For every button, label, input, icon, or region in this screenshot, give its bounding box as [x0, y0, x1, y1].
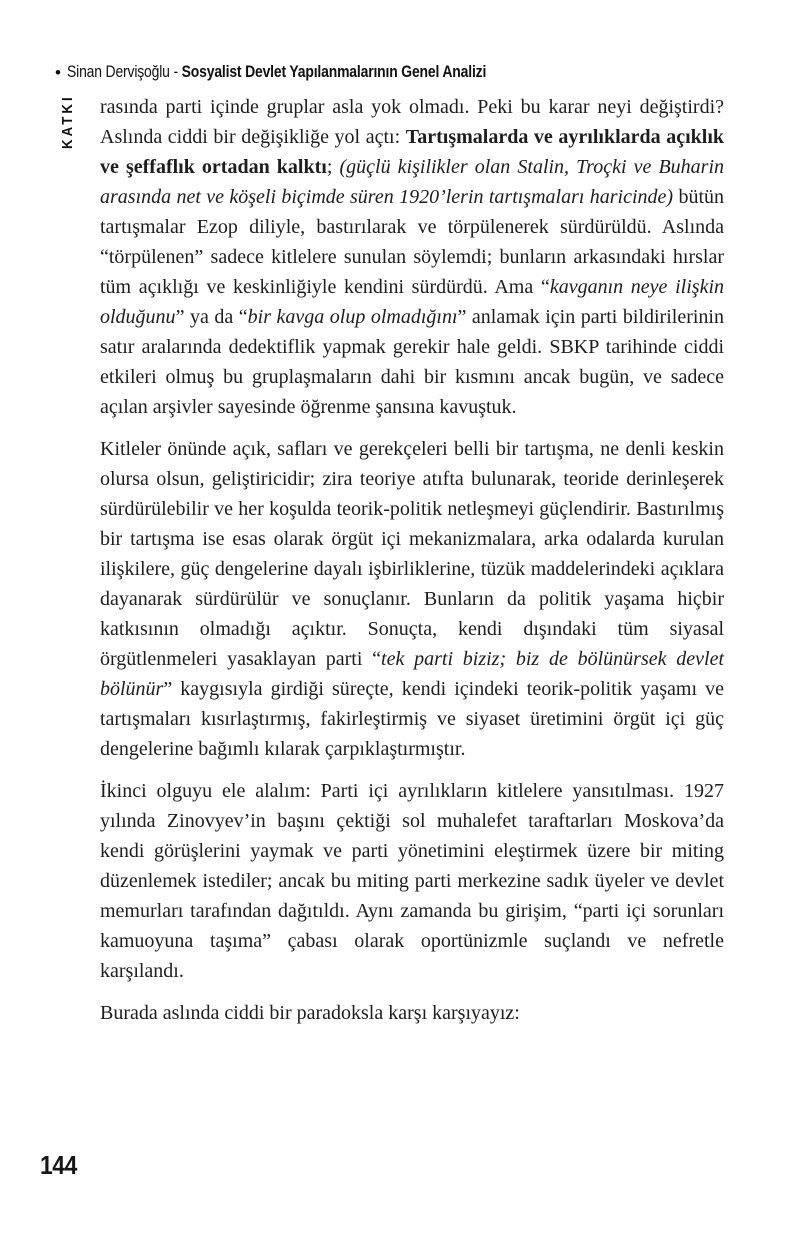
page-number: 144 — [40, 1150, 77, 1180]
header-text — [67, 62, 486, 82]
bullet-icon: • — [55, 62, 61, 82]
text-run-normal: rasında parti içinde gruplar asla yok olmadı. Peki bu karar neyi değiştirdi? Aslında ciddi bir değişikliğe yol açtı: — [100, 96, 724, 148]
margin-label-katki: KATKI — [59, 94, 76, 149]
text-run-normal: Burada aslında ciddi bir paradoksla karşı karşıyayız: — [100, 1002, 520, 1024]
text-run-normal: ” kaygısıyla girdiği süreçte, kendi içindeki teorik-politik yaşamı ve tartışmaları kısırlaştırmış, fakirleştirmiş ve siyaset üretimini örgüt içi güç dengelerine bağımlı kılarak çarpıklaştırmıştır. — [100, 678, 724, 760]
text-run-normal: ” ya da “ — [175, 306, 248, 328]
text-run-normal: Kitleler önünde açık, safları ve gerekçeleri belli bir tartışma, ne denli keskin olursa olsun, geliştiricidir; zira teoriye atıfta bulunarak, teoride derinleşerek sürdürülebilir ve her koşulda teorik-politik netleşmeyi güçlendirir. Bastırılmış bir tartışma ise esas olarak örgüt içi mekanizmalara, arka odalarda kurulan ilişkilere, güç dengelerine dayalı işbirliklerine, tüzük maddelerindeki açıklara dayanarak sürdürülür ve sonuçlanır. Bunların da politik yaşama hiçbir katkısının olmadığı açıktır. Sonuçta, kendi dışındaki tüm siyasal örgütlenmeleri yasaklayan parti “ — [100, 438, 724, 670]
paragraph — [100, 998, 724, 1028]
paragraph — [100, 92, 724, 422]
text-run-italic: (güçlü kişilikler olan Stalin, Troçki ve Buharin arasında net ve köşeli biçimde süren 1920’lerin tartışmaları haricinde) — [100, 156, 725, 208]
text-run-normal: bütün tartışmalar Ezop diliyle, bastırılarak ve törpülenerek sürdürüldü. Aslında “törpülenen” sadece kitlelere sunulan söylemdi; bunların arkasındaki hırslar tüm açıklığı ve keskinliğiyle kendini sürdürdü. Ama “ — [100, 186, 724, 298]
text-run-italic: kavganın neye ilişkin olduğunu — [100, 276, 725, 328]
text-run-normal: İkinci olguyu ele alalım: Parti içi ayrılıkların kitlelere yansıtılması. 1927 yılında Zinovyev’in başını çektiği sol muhalefet taraftarları Moskova’da kendi görüşlerini yaymak ve parti yönetimini eleştirmek üzere bir miting düzenlemek istediler; ancak bu miting parti merkezine sadık üyeler ve devlet memurları tarafından dağıtıldı. Aynı zamanda bu girişim, “parti içi sorunları kamuoyuna taşıma” çabası olarak oportünizmle suçlandı ve nefretle karşılandı. — [100, 780, 724, 982]
text-run-italic: tek parti biziz; biz de bölünürsek devlet bölünür — [100, 648, 725, 700]
author-name: Sinan Dervişoğlu - — [66, 62, 182, 81]
running-header — [55, 62, 578, 82]
paragraph — [100, 776, 724, 986]
body-text — [100, 92, 724, 1040]
article-title: Sosyalist Devlet Yapılanmalarının Genel Analizi — [181, 62, 487, 81]
text-run-normal: ” anlamak için parti bildirilerinin satır aralarında dedektiflik yapmak gerekir hale geldi. SBKP tarihinde ciddi etkileri olmuş bu gruplaşmaların dahi bir kısmını ancak bugün, ve sadece açılan arşivler sayesinde öğrenme şansına kavuştuk. — [100, 306, 724, 418]
text-run-bold: Tartışmalarda ve ayrılıklarda açıklık ve şeffaflık ortadan kalktı — [100, 126, 725, 178]
text-run-italic: bir kavga olup olmadığını — [247, 306, 458, 328]
text-run-normal: ; — [326, 156, 340, 178]
paragraph — [100, 434, 724, 764]
